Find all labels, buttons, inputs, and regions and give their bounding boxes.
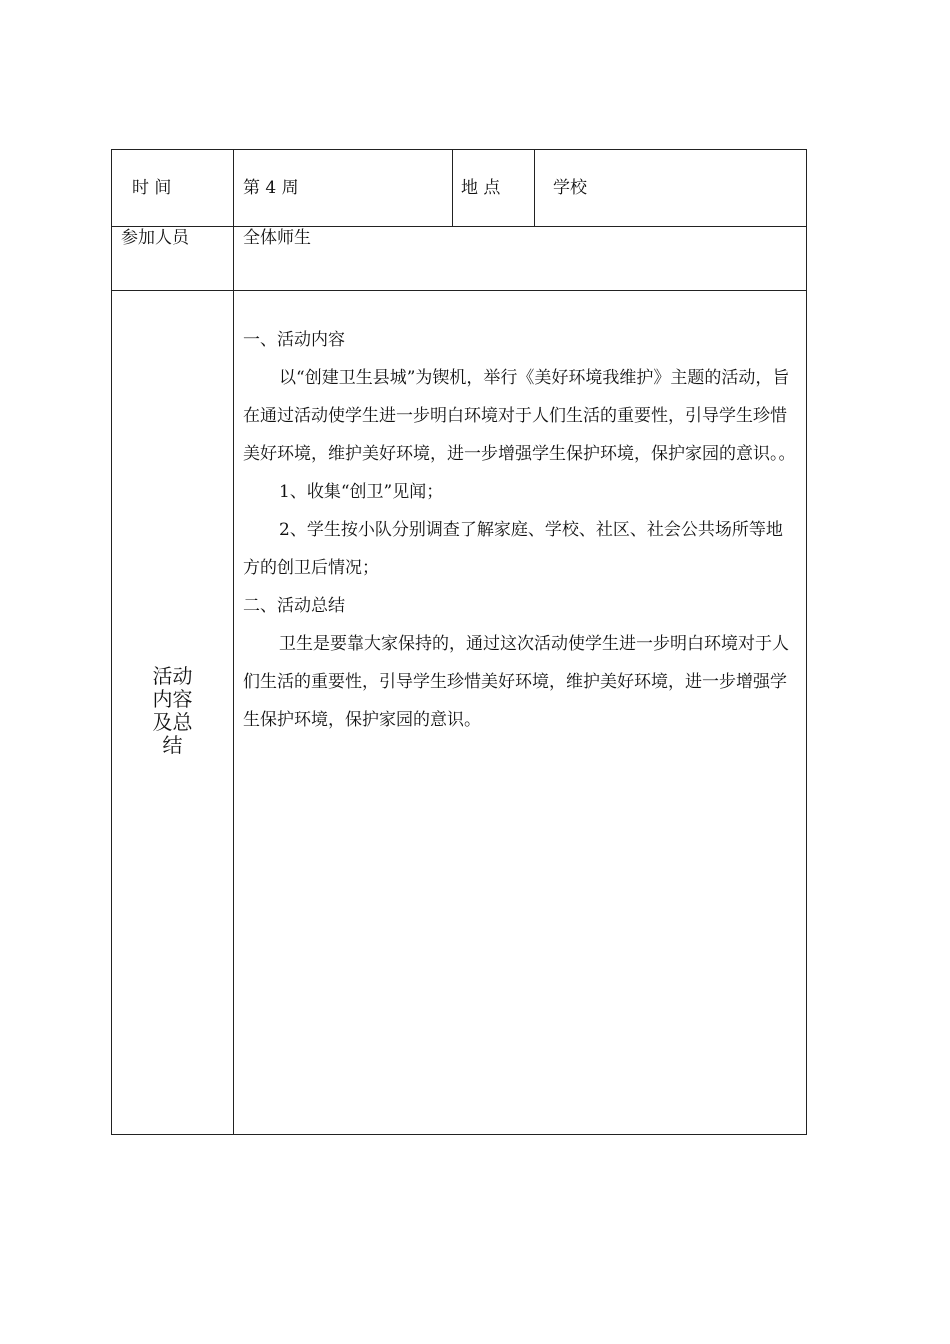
section1-heading: 一、活动内容 [243,330,345,350]
place-value: 学校 [553,178,587,198]
participants-label: 参加人员 [121,228,189,248]
summary-label-line-1: 活动 [152,664,193,688]
time-value: 第 4 周 [243,178,299,198]
participants-value: 全体师生 [243,228,311,248]
activity-record-table [111,149,807,1135]
content-item-1: 1、收集“创卫”见闻； [279,482,444,502]
section2-paragraph: 卫生是要靠大家保持的，通过这次活动使学生进一步明白环境对于人们生活的重要性，引导学生珍惜美好环境，维护美好环境，进一步增强学生保护环境，保护家园的意识。 [243,634,789,730]
place-label: 地 点 [461,178,501,198]
col-divider-place [534,150,535,226]
col-divider-label [233,150,234,1134]
summary-label-line-2: 内容 [152,687,193,711]
summary-label-line-3: 及总 [152,710,193,734]
summary-label [112,665,233,757]
row-divider-2 [112,290,806,291]
content-item-2: 2、学生按小队分别调查了解家庭、学校、社区、社会公共场所等地方的创卫后情况； [243,520,783,578]
summary-content [243,321,799,739]
time-label: 时 间 [132,178,172,198]
section2-heading: 二、活动总结 [243,596,345,616]
summary-label-line-4: 结 [162,733,183,757]
row-divider-1 [112,226,806,227]
col-divider-mid [452,150,453,226]
section1-paragraph: 以“创建卫生县城”为锲机，举行《美好环境我维护》主题的活动，旨在通过活动使学生进一步明白环境对于人们生活的重要性，引导学生珍惜美好环境，维护美好环境，进一步增强学生保护环境，保护家园的意识。。 [243,368,796,464]
